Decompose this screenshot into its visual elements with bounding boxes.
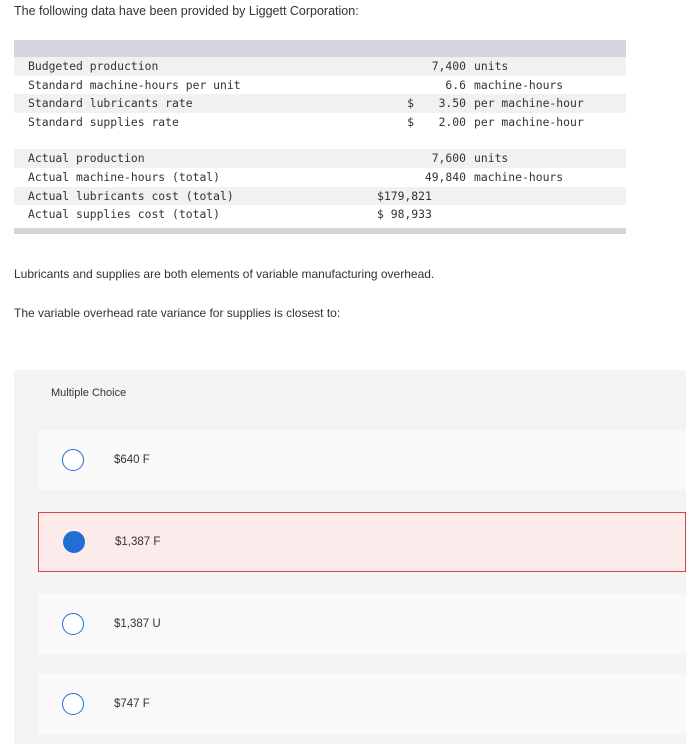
choice-option-3[interactable] (38, 594, 686, 654)
row-number: 7,600 (414, 149, 466, 168)
row-label: Actual lubricants cost (total) (14, 187, 376, 206)
row-label: Actual machine-hours (total) (28, 169, 221, 184)
table-row (14, 187, 626, 206)
row-unit: units (466, 57, 626, 76)
table-row (14, 149, 626, 168)
radio-unselected-icon[interactable] (62, 613, 84, 635)
table-bottom-bar (14, 228, 626, 234)
row-unit: per machine-hour (474, 114, 584, 129)
row-dollar-sign (376, 76, 414, 95)
choice-option-2[interactable] (38, 512, 686, 572)
row-money: $ 98,933 (377, 207, 432, 222)
table-row (14, 205, 626, 224)
note-text: Lubricants and supplies are both elements of variable manufacturing overhead. (14, 267, 435, 281)
multiple-choice-panel (14, 370, 686, 744)
table-row (14, 76, 626, 95)
row-label: Actual production (14, 149, 376, 168)
row-label: Standard machine-hours per unit (28, 77, 241, 92)
row-number: 3.50 (414, 94, 466, 113)
question-text: The variable overhead rate variance for supplies is closest to: (14, 306, 341, 320)
radio-unselected-icon[interactable] (62, 449, 84, 471)
choice-option-1[interactable] (38, 430, 686, 490)
table-row (14, 57, 626, 76)
table-row (14, 94, 626, 113)
choice-option-4[interactable] (38, 674, 686, 734)
table-row (14, 168, 626, 187)
radio-selected-icon[interactable] (63, 531, 85, 553)
row-unit: units (466, 149, 626, 168)
choice-label: $747 F (114, 698, 150, 710)
row-number: 6.6 (445, 77, 466, 92)
intro-text: The following data have been provided by Liggett Corporation: (14, 4, 359, 18)
row-label: Standard supplies rate (28, 114, 179, 129)
row-money: $179,821 (377, 188, 432, 203)
row-dollar-sign: $ (407, 114, 414, 129)
radio-unselected-icon[interactable] (62, 693, 84, 715)
row-label: Standard lubricants rate (14, 94, 376, 113)
row-dollar-sign: $ (376, 94, 414, 113)
choice-label: $1,387 U (114, 618, 161, 630)
table-spacer-row (14, 131, 626, 149)
row-number: 2.00 (438, 114, 466, 129)
row-unit: machine-hours (474, 169, 564, 184)
row-label: Actual supplies cost (total) (28, 207, 221, 222)
row-dollar-sign (376, 57, 414, 76)
row-unit: machine-hours (474, 77, 564, 92)
choice-label: $1,387 F (115, 536, 161, 548)
row-number: 7,400 (414, 57, 466, 76)
table-top-bar (14, 40, 626, 57)
row-unit: per machine-hour (466, 94, 626, 113)
choice-label: $640 F (114, 454, 150, 466)
table-row (14, 113, 626, 132)
row-label: Budgeted production (14, 57, 376, 76)
data-table (14, 57, 626, 224)
multiple-choice-header: Multiple Choice (51, 387, 127, 399)
row-number: 49,840 (424, 169, 466, 184)
data-table-box (14, 40, 626, 234)
